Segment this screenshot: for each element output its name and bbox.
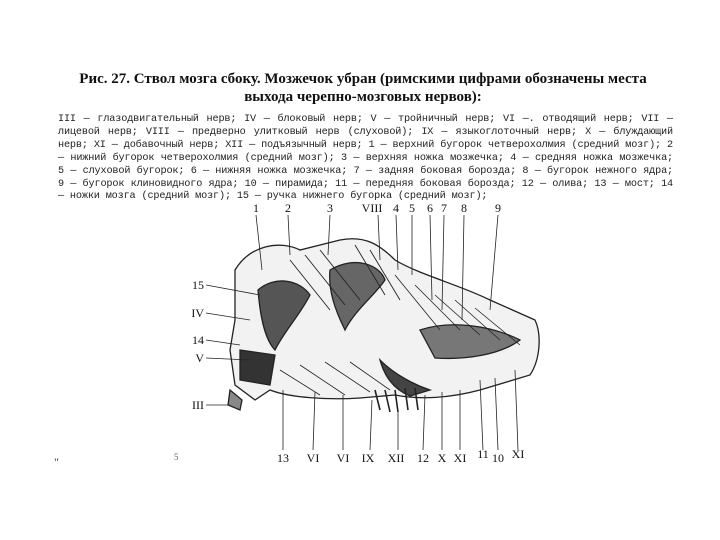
label-bottom-10: XI [511, 447, 525, 461]
figure-legend: III — глазодвигательный нерв; IV — блоковый нерв; V — тройничный нерв; VI —. отводящий нерв; VII — лицевой нерв; VIII — предверно улитковый нерв (слуховой); IX — языкоглоточный нерв; X — блуждающий нерв; XI — добавочный нерв; XII — подъязычный нерв; 1 — верхний бугорок четверохолмия (средний мозг); 2 — нижний бугорок четверохолмия (средний мозг); 3 — верхняя ножка мозжечка; 4 — средняя ножка мозжечка; 5 — слуховой бугорок; 6 — нижняя ножка мозжечка; 7 — задняя боковая борозда; 8 — бугорок нежного ядра; 9 — бугорок клиновидного ядра; 10 — пирамида; 11 — передняя боковая борозда; 12 — олива; 13 — мост; 14 — ножки мозга (средний мозг); 15 — ручка нижнего бугорка (средний мозг); [58, 114, 673, 203]
label-top-9: 9 [495, 201, 501, 215]
figure-caption [58, 70, 668, 106]
label-bottom-4: XII [387, 451, 405, 462]
label-bottom-5: 12 [417, 451, 429, 462]
label-bottom-3: IX [361, 451, 375, 462]
label-left-3: V [195, 351, 204, 365]
label-bottom-2: VI [336, 451, 350, 462]
label-left-4: III [192, 398, 204, 412]
brainstem-drawing [206, 215, 539, 450]
label-bottom-8: 11 [477, 447, 489, 461]
label-top-1: 2 [285, 201, 291, 215]
footnote-mark-small: 5 [174, 452, 179, 462]
caption-line-1: Рис. 27. Ствол мозга сбоку. Мозжечок убран (римскими цифрами обозначены места [79, 71, 647, 87]
label-left-0: 15 [192, 278, 204, 292]
label-left-2: 14 [192, 333, 204, 347]
caption-line-2: выхода черепно-мозговых нервов): [244, 89, 482, 105]
figure-labels-bottom [277, 447, 524, 462]
label-bottom-6: X [437, 451, 447, 462]
label-top-0: 1 [253, 201, 259, 215]
label-top-3: VIII [361, 201, 383, 215]
brainstem-illustration [180, 200, 550, 462]
figure-labels-top [253, 201, 501, 215]
label-bottom-0: 13 [277, 451, 289, 462]
label-top-8: 8 [461, 201, 467, 215]
label-top-7: 7 [441, 201, 447, 215]
label-bottom-9: 10 [492, 451, 504, 462]
label-top-6: 6 [427, 201, 433, 215]
label-left-1: IV [191, 306, 204, 320]
label-top-5: 5 [409, 201, 415, 215]
figure-labels-left [191, 278, 204, 412]
label-bottom-7: XI [453, 451, 467, 462]
label-top-2: 3 [327, 201, 333, 215]
label-bottom-1: VI [306, 451, 320, 462]
label-top-4: 4 [393, 201, 399, 215]
footnote-mark: " [54, 455, 59, 469]
